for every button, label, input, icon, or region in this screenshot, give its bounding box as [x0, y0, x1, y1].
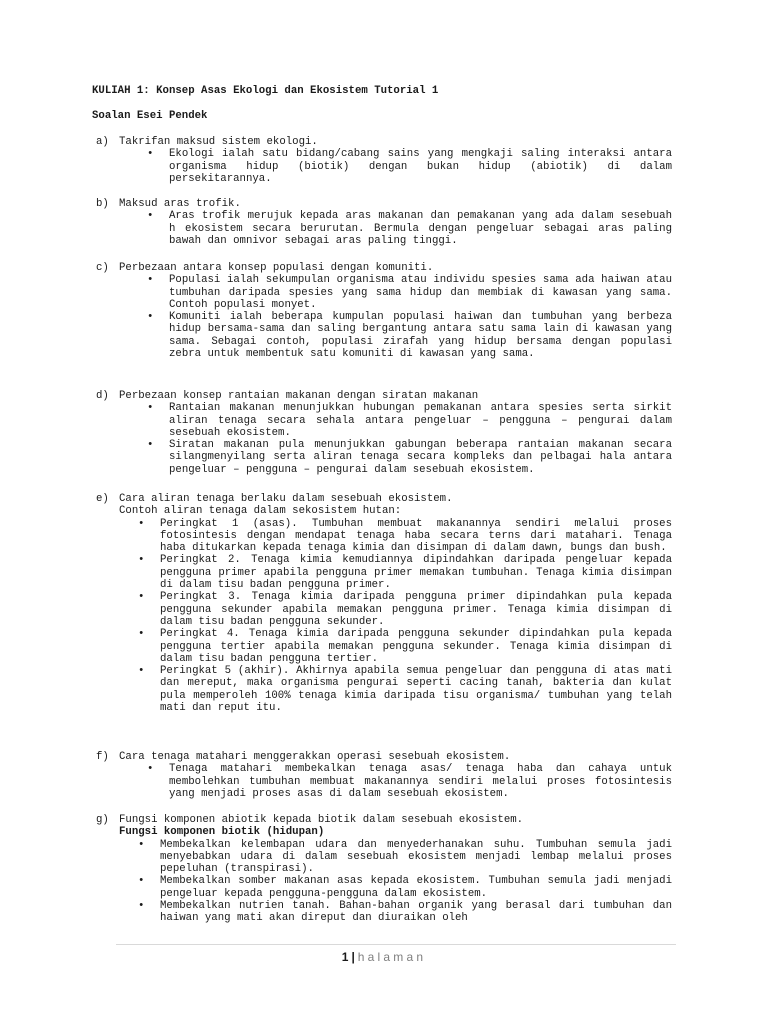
list-item: • Populasi ialah sekumpulan organisma atau individu spesies sama ada haiwan atau tumbuhan daripada spesies yang sama hidup dan membiak di kawasan yang sama. Contoh populasi monyet. — [169, 274, 672, 311]
page-number: 1 — [341, 950, 349, 964]
bullet-list — [96, 148, 676, 185]
question: g) Fungsi komponen abiotik kepada biotik dalam sesebuah ekosistem. — [96, 814, 524, 826]
document-subtitle: Soalan Esei Pendek — [92, 110, 208, 122]
bullet-list — [96, 274, 676, 360]
bullet-list — [96, 402, 676, 476]
bullet-list — [96, 210, 676, 247]
question: e) Cara aliran tenaga berlaku dalam sesebuah ekosistem. — [96, 493, 453, 505]
page-word: halaman — [357, 950, 427, 964]
list-item: • Rantaian makanan menunjukkan hubungan pemakanan antara spesies serta sirkit aliran tenaga secara sehala antara pengeluar – pengguna – pengurai dalam sesebuah ekosistem. — [169, 402, 672, 439]
list-item: • Peringkat 4. Tenaga kimia daripada pengguna sekunder dipindahkan pula kepada pengguna tertier apabila memakan pengguna sekunder. Tenaga kimia disimpan di dalam tisu badan pengguna tertier. — [160, 628, 672, 665]
list-item: • Membekalkan kelembapan udara dan menyederhanakan suhu. Tumbuhan semula jadi menyebabkan udara di dalam sesebuah ekosistem menjadi lembap melalui proses pepeluhan (transpirasi). — [160, 839, 672, 876]
list-item: • Peringkat 3. Tenaga kimia daripada pengguna primer dipindahkan pula kepada pengguna sekunder apabila memakan pengguna primer. Tenaga kimia disimpan di dalam tisu badan pengguna sekunder. — [160, 591, 672, 628]
question-subheading: Contoh aliran tenaga dalam sekosistem hutan: — [119, 505, 402, 518]
section-a — [96, 136, 676, 185]
question: b) Maksud aras trofik. — [96, 198, 241, 210]
document-title: KULIAH 1: Konsep Asas Ekologi dan Ekosistem Tutorial 1 — [92, 85, 439, 97]
section-c — [96, 262, 676, 360]
bullet-list — [96, 763, 676, 800]
list-item: • Ekologi ialah satu bidang/cabang sains yang mengkaji saling interaksi antara organisma hidup (biotik) dengan bukan hidup (abiotik) di dalam persekitarannya. — [169, 148, 672, 185]
section-e — [96, 493, 676, 714]
question: c) Perbezaan antara konsep populasi dengan komuniti. — [96, 262, 434, 274]
list-item: • Peringkat 2. Tenaga kimia kemudiannya dipindahkan daripada pengeluar kepada pengguna primer apabila pengguna primer memakan tumbuhan. Tenaga kimia disimpan di dalam tisu badan pengguna primer. — [160, 554, 672, 591]
section-g — [96, 814, 676, 925]
question: f) Cara tenaga matahari menggerakkan operasi sesebuah ekosistem. — [96, 751, 511, 763]
page-footer — [0, 951, 768, 963]
list-item: • Aras trofik merujuk kepada aras makanan dan pemakanan yang ada dalam sesebuah h ekosistem secara berurutan. Bermula dengan pengeluar sebagai aras paling bawah dan omnivor sebagai aras paling tinggi. — [169, 210, 672, 247]
footer-divider — [116, 944, 676, 945]
list-item: • Komuniti ialah beberapa kumpulan populasi haiwan dan tumbuhan yang berbeza hidup bersama-sama dan saling bergantung antara satu sama lain di kawasan yang sama. Sebagai contoh, populasi zirafah yang hidup bersama dengan populasi zebra untuk membentuk satu komuniti di kawasan yang sama. — [169, 311, 672, 360]
list-item: • Membekalkan somber makanan asas kepada ekosistem. Tumbuhan semula jadi menjadi pengeluar kepada pengguna-pengguna dalam ekosistem. — [160, 875, 672, 900]
question: d) Perbezaan konsep rantaian makanan dengan siratan makanan — [96, 390, 479, 402]
question: a) Takrifan maksud sistem ekologi. — [96, 136, 318, 148]
list-item: • Tenaga matahari membekalkan tenaga asas/ tenaga haba dan cahaya untuk membolehkan tumbuhan membuat makanannya sendiri melalui proses fotosintesis yang menjadi proses asas di dalam sesebuah ekosistem. — [169, 763, 672, 800]
section-d — [96, 390, 676, 476]
list-item: • Siratan makanan pula menunjukkan gabungan beberapa rantaian makanan secara silangmenyilang serta aliran tenaga secara kompleks dan pelbagai hala antara pengeluar – pengguna – pengurai dalam sesebuah ekosistem. — [169, 439, 672, 476]
section-b — [96, 198, 676, 247]
section-f — [96, 751, 676, 800]
bullet-list — [96, 518, 676, 715]
list-item: • Peringkat 1 (asas). Tumbuhan membuat makanannya sendiri melalui proses fotosintesis dengan mendapat tenaga haba secara terns dari matahari. Tenaga haba ditukarkan kepada tenaga kimia dan disimpan di dalam dawn, bungs dan bush. — [160, 518, 672, 555]
list-item: • Membekalkan nutrien tanah. Bahan-bahan organik yang berasal dari tumbuhan dan haiwan yang mati akan direput dan diuraikan oleh — [160, 900, 672, 925]
bullet-list — [96, 839, 676, 925]
footer-separator: | — [351, 950, 355, 964]
question-subheading: Fungsi komponen biotik (hidupan) — [119, 826, 325, 839]
list-item: • Peringkat 5 (akhir). Akhirnya apabila semua pengeluar dan pengguna di atas mati dan mereput, maka organisma pengurai seperti cacing tanah, bakteria dan kulat pula memperoleh 100% tenaga kimia daripada tisu organisma/ tumbuhan yang telah mati dan reput itu. — [160, 665, 672, 714]
